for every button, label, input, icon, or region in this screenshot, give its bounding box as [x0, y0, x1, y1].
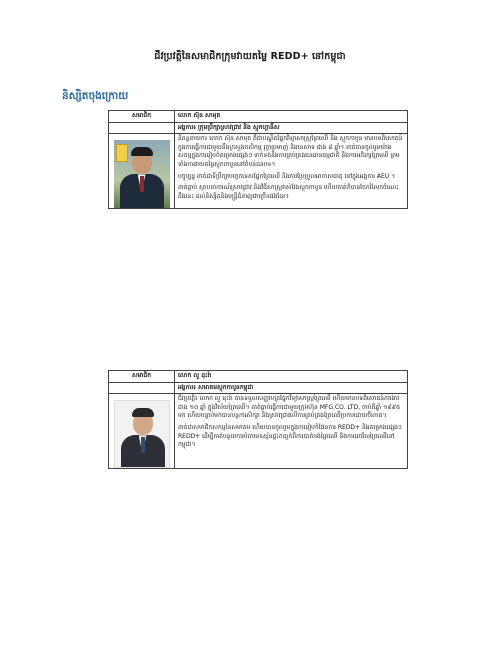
bio-paragraph: គាត់ធ្លាប់ ស្ថាបនាការណ៍ស្រាវជ្រាវ និងវិធីសាស្ត្រវាស់វែងស្តុកកាបូន ហើយគាត់ក៏បានចែករំលែកចំណេះដឹងនេះ ដល់និស្សិតនិងមន្ត្រីជំនាញជាច្រើនផងដែរ។ [178, 184, 399, 200]
bio-paragraph: ជីវប្រវត្តិ៖ លោក លួ ដុះរ៉ា បានទទួលសញ្ញាបត្រផ្នែកវិទ្យាសាស្ត្រព្រៃឈើ ហើយមានបទពិសោធន៍ការងារជាង ១០ ឆ្នាំ ក្នុងវិស័យព្រៃឈើ។ គាត់ធ្លាប់ធ្វើការជាមួយក្រុមហ៊ុន MFG.CO. LTD, ចាប់ពីឆ្នាំ ១៩៩៥ មក ហើយបន្ទាប់មកបានបន្តការសិក្សា និងស្រាវជ្រាវលើការគ្រប់គ្រងព្រៃឈើប្រកបដោយចីរភាព។ [178, 395, 401, 420]
member-name: លោក លួ ដុះរ៉ា [175, 371, 407, 383]
photo-hair [131, 147, 153, 156]
empty-cell [109, 123, 175, 135]
photo-tie [140, 176, 144, 192]
member-card [108, 370, 408, 469]
member-position: អង្គការ៖ ក្រុមប្រឹក្សាស្រាវជ្រាវ និង ស្តុកហ្គានីស [175, 123, 407, 135]
photo-cell [109, 134, 175, 208]
member-photo [114, 140, 170, 208]
member-label: សមាជិក [109, 371, 175, 383]
member-card [108, 110, 408, 209]
member-bio [175, 134, 407, 208]
member-photo [114, 400, 170, 468]
bio-paragraph: បច្ចុប្បន្ន គាត់ជាទីប្រឹក្សាបច្ចេកទេសផ្នែកព្រៃឈើ និងការប្រែប្រួលអាកាសធាតុ នៅក្នុងអង្គការ AEU ។ [178, 172, 396, 180]
member-bio [175, 394, 407, 468]
page-title: ជីវប្រវត្តិនៃសមាជិកក្រុមវាយតម្លៃ REDD+ នៅកម្ពុជា [154, 51, 346, 62]
book-icon [116, 144, 128, 162]
empty-cell [109, 383, 175, 395]
member-name: លោក ស៊ុន សាមុត [175, 111, 407, 123]
bio-paragraph: គាត់ជាសមាជិកសកម្មនៃសមាគម ហើយបានចូលរួមក្នុងការរៀបចំផែនការ REDD+ និងគម្រោងផ្សេងៗ REDD+ ដើម្បីកាត់បន្ថយការបំភាយឧស្ម័នផ្ទះកញ្ចក់ពីការបាត់បង់ព្រៃឈើ និងការរេចរិលព្រៃឈើនៅកម្ពុជា។ [178, 423, 402, 449]
member-label: សមាជិក [109, 111, 175, 123]
section-heading: និស្សិតចុងក្រោយ [62, 90, 129, 102]
member-position: អង្គការ៖ សមាគមស្តុកកាបូនកម្ពុជា [175, 383, 407, 395]
bio-paragraph: និពន្ធនាយក៖ លោក ស៊ុន សាមុត គឺជាបណ្ឌិតផ្នែកវិទ្យាសាស្ត្រព្រៃឈើ និង ស្តុកកាបូន មានបទពិសោធន៍ក្នុងការធ្វើការជាមួយនឹងក្រសួងកសិកម្ម រុក្ខាប្រមាញ់ និងនេសាទ ជាង ៨ ឆ្នាំ។ គាត់បានចូលរួមយ៉ាងសកម្មក្នុងការរៀបចំគម្រោងផ្សេងៗ ទាក់ទងនឹងការគ្រប់គ្រងធនធានធម្មជាតិ និងការអភិរក្សព្រៃឈើ ព្រមទាំងការវាយតម្លៃស្តុកកាបូននៅតំបន់ជនបទ។ [178, 135, 403, 168]
photo-hair [132, 408, 154, 417]
photo-tie [141, 437, 145, 453]
photo-cell [109, 394, 175, 468]
